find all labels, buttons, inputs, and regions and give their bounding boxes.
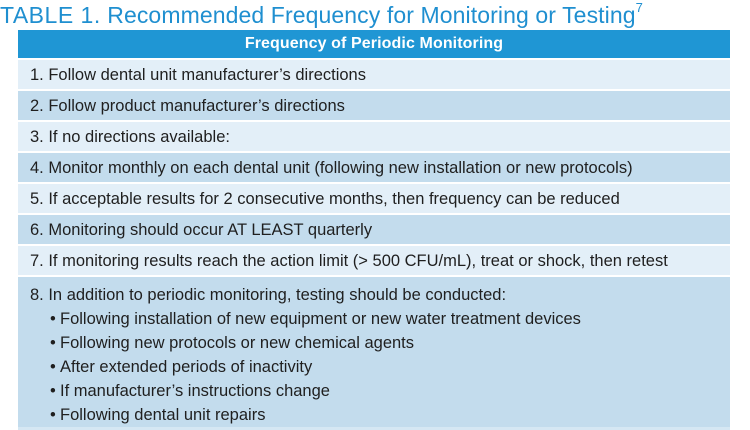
table-header: Frequency of Periodic Monitoring [18, 30, 730, 58]
table-caption [0, 0, 643, 28]
table-row: 2. Follow product manufacturer’s directions [18, 89, 730, 120]
table-row: 5. If acceptable results for 2 consecutive months, then frequency can be reduced [18, 182, 730, 213]
table-title: Recommended Frequency for Monitoring or Testing [107, 2, 636, 28]
testing-conditions-list [30, 307, 730, 427]
table-row: 6. Monitoring should occur AT LEAST quarterly [18, 213, 730, 244]
table-row: 1. Follow dental unit manufacturer’s directions [18, 58, 730, 89]
table-row: 3. If no directions available: [18, 120, 730, 151]
table-row: 4. Monitor monthly on each dental unit (following new installation or new protocols) [18, 151, 730, 182]
list-item: • Following installation of new equipment or new water treatment devices [50, 307, 730, 331]
list-item: • If manufacturer’s instructions change [50, 379, 730, 403]
table-number: TABLE 1. [0, 2, 101, 28]
monitoring-table [18, 30, 730, 430]
list-item: • Following new protocols or new chemical agents [50, 331, 730, 355]
table-row: 7. If monitoring results reach the action limit (> 500 CFU/mL), treat or shock, then retest [18, 244, 730, 275]
reference-superscript: 7 [635, 0, 643, 15]
row-8-text: 8. In addition to periodic monitoring, testing should be conducted: [30, 286, 507, 304]
list-item: • After extended periods of inactivity [50, 355, 730, 379]
table-row-additional-testing [18, 275, 730, 427]
list-item: • Following dental unit repairs [50, 403, 730, 427]
